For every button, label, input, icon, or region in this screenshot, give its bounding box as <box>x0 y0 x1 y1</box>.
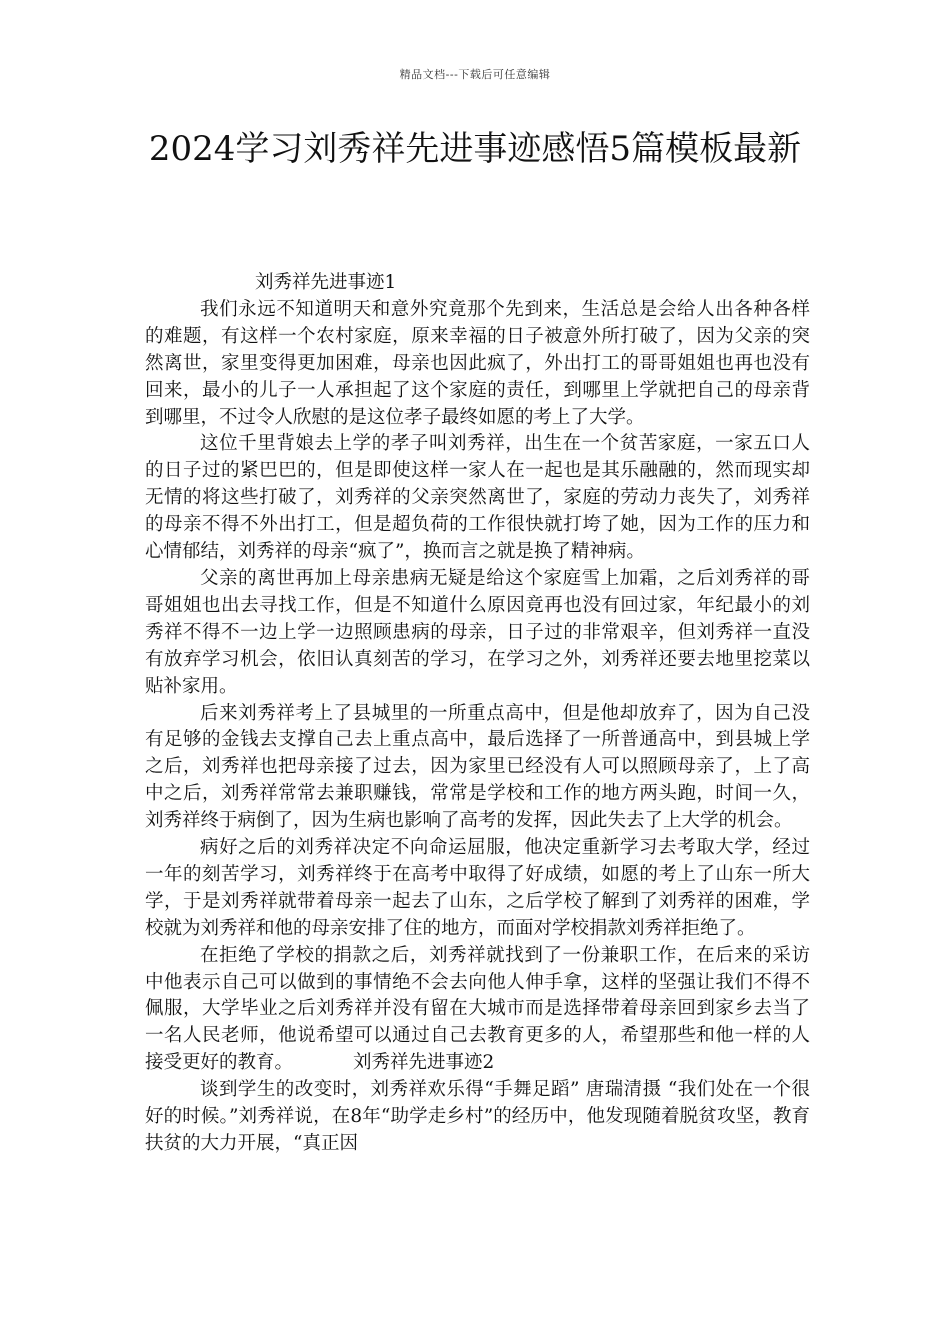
paragraph: 我们永远不知道明天和意外究竟那个先到来，生活总是会给人出各种各样的难题，有这样一个农村家庭，原来幸福的日子被意外所打破了，因为父亲的突然离世，家里变得更加困难，母亲也因此疯了，外出打工的哥哥姐姐也再也没有回来，最小的儿子一人承担起了这个家庭的责任，到哪里上学就把自己的母亲背到哪里，不过令人欣慰的是这位孝子最终如愿的考上了大学。 <box>145 298 810 428</box>
paragraph: 父亲的离世再加上母亲患病无疑是给这个家庭雪上加霜，之后刘秀祥的哥哥姐姐也出去寻找工作，但是不知道什么原因竟再也没有回过家，年纪最小的刘秀祥不得不一边上学一边照顾患病的母亲，日子过的非常艰辛，但刘秀祥一直没有放弃学习机会，依旧认真刻苦的学习，在学习之外，刘秀祥还要去地里挖菜以贴补家用。 <box>145 567 810 697</box>
paragraph: 病好之后的刘秀祥决定不向命运屈服，他决定重新学习去考取大学，经过一年的刻苦学习，刘秀祥终于在高考中取得了好成绩，如愿的考上了山东一所大学，于是刘秀祥就带着母亲一起去了山东，之后学校了解到了刘秀祥的困难，学校就为刘秀祥和他的母亲安排了住的地方，而面对学校捐款刘秀祥拒绝了。 <box>145 837 810 939</box>
paragraph: 后来刘秀祥考上了县城里的一所重点高中，但是他却放弃了，因为自己没有足够的金钱去支撑自己去上重点高中，最后选择了一所普通高中，到县城上学之后，刘秀祥也把母亲接了过去，因为家里已经没有人可以照顾母亲了，上了高中之后，刘秀祥常常去兼职赚钱，常常是学校和工作的地方两头跑，时间一久，刘秀祥终于病倒了，因为生病也影响了高考的发挥，因此失去了上大学的机会。 <box>145 702 810 832</box>
document-title: 2024学习刘秀祥先进事迹感悟5篇模板最新 <box>148 129 802 169</box>
paragraph: 谈到学生的改变时，刘秀祥欢乐得“手舞足蹈” 唐瑞清摄 “我们处在一个很好的时候。”刘秀祥说，在8年“助学走乡村”的经历中，他发现随着脱贫攻坚，教育扶贫的大力开展，“真正因 <box>145 1079 810 1154</box>
document-body <box>145 270 810 1158</box>
paragraph-text: 在拒绝了学校的捐款之后，刘秀祥就找到了一份兼职工作，在后来的采访中他表示自己可以做到的事情绝不会去向他人伸手拿，这样的坚强让我们不得不佩服，大学毕业之后刘秀祥并没有留在大城市而是选择带着母亲回到家乡去当了一名人民老师，他说希望可以通过自己去教育更多的人，希望那些和他一样的人接受更好的教育。 <box>145 944 810 1074</box>
section-heading-2: 刘秀祥先进事迹2 <box>353 1052 495 1074</box>
paragraph <box>145 943 810 1078</box>
header-note: 精品文档---下载后可任意编辑 <box>399 68 551 81</box>
paragraph: 这位千里背娘去上学的孝子叫刘秀祥，出生在一个贫苦家庭，一家五口人的日子过的紧巴巴的，但是即使这样一家人在一起也是其乐融融的，然而现实却无情的将这些打破了，刘秀祥的父亲突然离世了，家庭的劳动力丧失了，刘秀祥的母亲不得不外出打工，但是超负荷的工作很快就打垮了她，因为工作的压力和心情郁结，刘秀祥的母亲“疯了”，换而言之就是换了精神病。 <box>145 433 810 563</box>
section-heading-1: 刘秀祥先进事迹1 <box>255 272 397 293</box>
